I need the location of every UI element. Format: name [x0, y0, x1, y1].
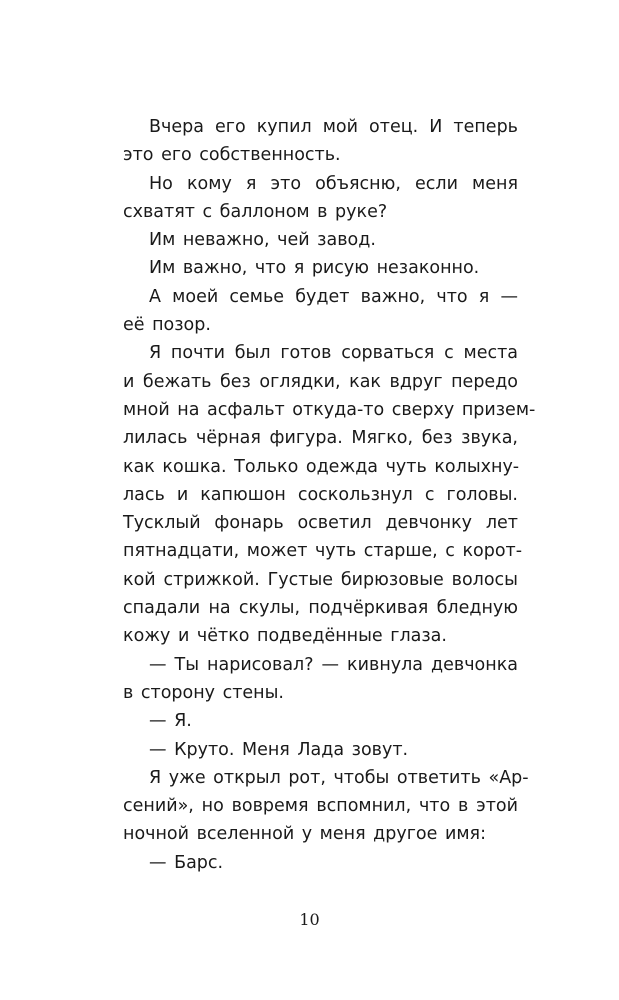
- paragraph: [123, 254, 518, 282]
- text-line: ночной вселенной у меня другое имя:: [123, 824, 486, 845]
- text-line: лилась чёрная фигура. Мягко, без звука,: [123, 428, 518, 449]
- text-line: спадали на скулы, подчёркивая бледную: [123, 598, 518, 619]
- text-line: в сторону стены.: [123, 682, 284, 703]
- paragraph: [123, 339, 536, 650]
- text-line: — Я.: [149, 711, 192, 732]
- paragraph: [123, 226, 518, 254]
- text-line: мной на асфальт откуда-то сверху призем-: [123, 399, 536, 420]
- text-line: Я уже открыл рот, чтобы ответить «Ар-: [149, 767, 529, 788]
- paragraph: [123, 170, 518, 227]
- text-line: Вчера его купил мой отец. И теперь: [149, 117, 518, 137]
- text-line: кожу и чётко подведённые глаза.: [123, 626, 447, 647]
- text-line: сений», но вовремя вспомнил, что в этой: [123, 796, 518, 817]
- text-line: лась и капюшон соскользнул с головы.: [123, 484, 518, 505]
- text-line: Но кому я это объясню, если меня: [149, 173, 518, 194]
- page-number: 10: [299, 910, 320, 929]
- text-line: и бежать без оглядки, как вдруг передо: [123, 371, 518, 392]
- text-line: это его собственность.: [123, 145, 341, 166]
- paragraph: [123, 736, 518, 764]
- body-text: [123, 113, 536, 877]
- text-line: её позор.: [123, 315, 211, 336]
- text-line: Им неважно, чей завод.: [149, 230, 376, 251]
- text-line: Тусклый фонарь осветил девчонку лет: [123, 513, 518, 534]
- text-line: — Барс.: [149, 852, 224, 873]
- paragraph: [123, 283, 518, 340]
- text-line: пятнадцати, может чуть старше, с корот-: [123, 541, 523, 562]
- text-line: — Круто. Меня Лада зовут.: [149, 739, 409, 760]
- text-line: А моей семье будет важно, что я —: [149, 286, 518, 307]
- text-line: — Ты нарисовал? — кивнула девчонка: [149, 654, 518, 675]
- text-line: Им важно, что я рисую незаконно.: [149, 258, 480, 279]
- text-line: кой стрижкой. Густые бирюзовые волосы: [123, 569, 518, 590]
- text-line: схватят с баллоном в руке?: [123, 201, 388, 222]
- paragraph: [123, 764, 529, 849]
- text-line: Я почти был готов сорваться с места: [149, 343, 518, 364]
- paragraph: [123, 707, 518, 735]
- paragraph: [123, 651, 518, 708]
- paragraph: [123, 849, 518, 877]
- paragraph: [123, 113, 518, 170]
- text-line: как кошка. Только одежда чуть колыхну-: [123, 456, 520, 477]
